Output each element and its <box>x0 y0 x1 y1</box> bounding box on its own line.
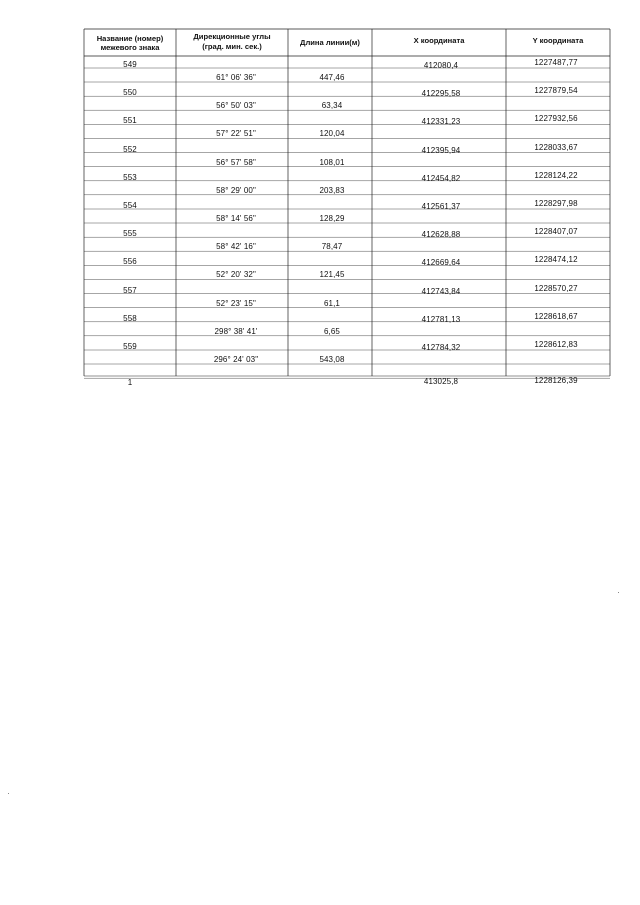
direction-angle-cell: 56° 50' 03" <box>216 101 256 111</box>
point-name-cell: 550 <box>123 88 137 98</box>
line-length-cell: 108,01 <box>319 157 345 167</box>
point-name-cell: 552 <box>123 144 137 154</box>
line-length-cell: 63,34 <box>321 101 343 111</box>
line-length-cell: 120,04 <box>319 129 345 139</box>
line-length-cell: 203,83 <box>319 185 345 195</box>
header-y: Y координата <box>532 36 584 45</box>
x-coordinate-cell: 412454,82 <box>421 173 461 183</box>
line-length-cell: 121,45 <box>319 270 345 280</box>
header-length: Длина линии(м) <box>300 38 360 47</box>
y-coordinate-cell: 1228612,83 <box>534 340 578 349</box>
line-length-cell: 6,65 <box>324 326 340 336</box>
x-coordinate-cell: 412331,23 <box>421 117 461 127</box>
line-length-cell: 61,1 <box>324 298 340 308</box>
x-coordinate-cell: 412295,58 <box>421 89 461 99</box>
y-coordinate-cell: 1228033,67 <box>534 142 578 152</box>
x-coordinate-cell: 412781,13 <box>421 314 461 324</box>
y-coordinate-cell: 1228474,12 <box>534 255 578 265</box>
direction-angle-cell: 52° 23' 15" <box>216 298 256 308</box>
x-coordinate-cell: 412743,84 <box>421 286 461 296</box>
scan-speck <box>618 592 619 593</box>
y-coordinate-cell: 1227487,77 <box>534 58 578 67</box>
x-coordinate-cell: 412395,94 <box>421 145 461 155</box>
direction-angle-cell: 298° 38' 41' <box>214 326 258 336</box>
y-coordinate-cell: 1227932,56 <box>534 114 578 124</box>
line-length-cell: 78,47 <box>321 242 343 252</box>
point-name-cell: 557 <box>123 285 137 295</box>
y-coordinate-cell: 1228570,27 <box>534 283 578 293</box>
scan-speck <box>8 793 9 794</box>
point-name-cell: 551 <box>123 116 137 126</box>
direction-angle-cell: 58° 42' 16" <box>216 242 256 252</box>
direction-angle-cell: 61° 06' 36" <box>216 73 256 82</box>
y-coordinate-cell: 1228126,39 <box>534 376 578 386</box>
direction-angle-cell: 52° 20' 32" <box>216 270 256 280</box>
y-coordinate-cell: 1228618,67 <box>534 311 578 321</box>
x-coordinate-cell: 412628,88 <box>421 230 461 240</box>
line-length-cell: 128,29 <box>319 214 345 223</box>
y-coordinate-cell: 1228407,07 <box>534 227 578 237</box>
direction-angle-cell: 56° 57' 58" <box>216 157 256 167</box>
direction-angle-cell: 57° 22' 51" <box>216 129 256 139</box>
x-coordinate-cell: 412669,64 <box>421 258 461 268</box>
y-coordinate-cell: 1228124,22 <box>534 170 578 180</box>
direction-angle-cell: 58° 14' 56" <box>216 214 256 223</box>
x-coordinate-cell: 412561,37 <box>421 202 461 211</box>
point-name-cell: 556 <box>123 257 137 267</box>
point-name-cell: 553 <box>123 172 137 182</box>
header-name-line1: Название (номер) <box>96 34 164 43</box>
header-x: X координата <box>413 36 465 45</box>
point-name-cell: 558 <box>123 313 137 323</box>
point-name-cell: 1 <box>127 378 133 388</box>
x-coordinate-cell: 412784,32 <box>421 343 461 352</box>
line-length-cell: 447,46 <box>319 73 345 82</box>
header-name-line2: межевого знака <box>100 43 160 52</box>
direction-angle-cell: 296° 24' 03" <box>213 355 259 364</box>
y-coordinate-cell: 1228297,98 <box>534 199 578 208</box>
x-coordinate-cell: 413025,8 <box>423 377 459 387</box>
line-length-cell: 543,08 <box>319 355 345 364</box>
x-coordinate-cell: 412080,4 <box>423 61 459 70</box>
header-angle-line2: (град. мин. сек.) <box>202 42 262 51</box>
header-angle-line1: Дирекционные углы <box>193 32 271 41</box>
point-name-cell: 549 <box>123 60 137 69</box>
point-name-cell: 554 <box>123 201 137 210</box>
direction-angle-cell: 58° 29' 00" <box>216 185 256 195</box>
y-coordinate-cell: 1227879,54 <box>534 86 578 96</box>
point-name-cell: 555 <box>123 229 137 239</box>
point-name-cell: 559 <box>123 342 137 351</box>
